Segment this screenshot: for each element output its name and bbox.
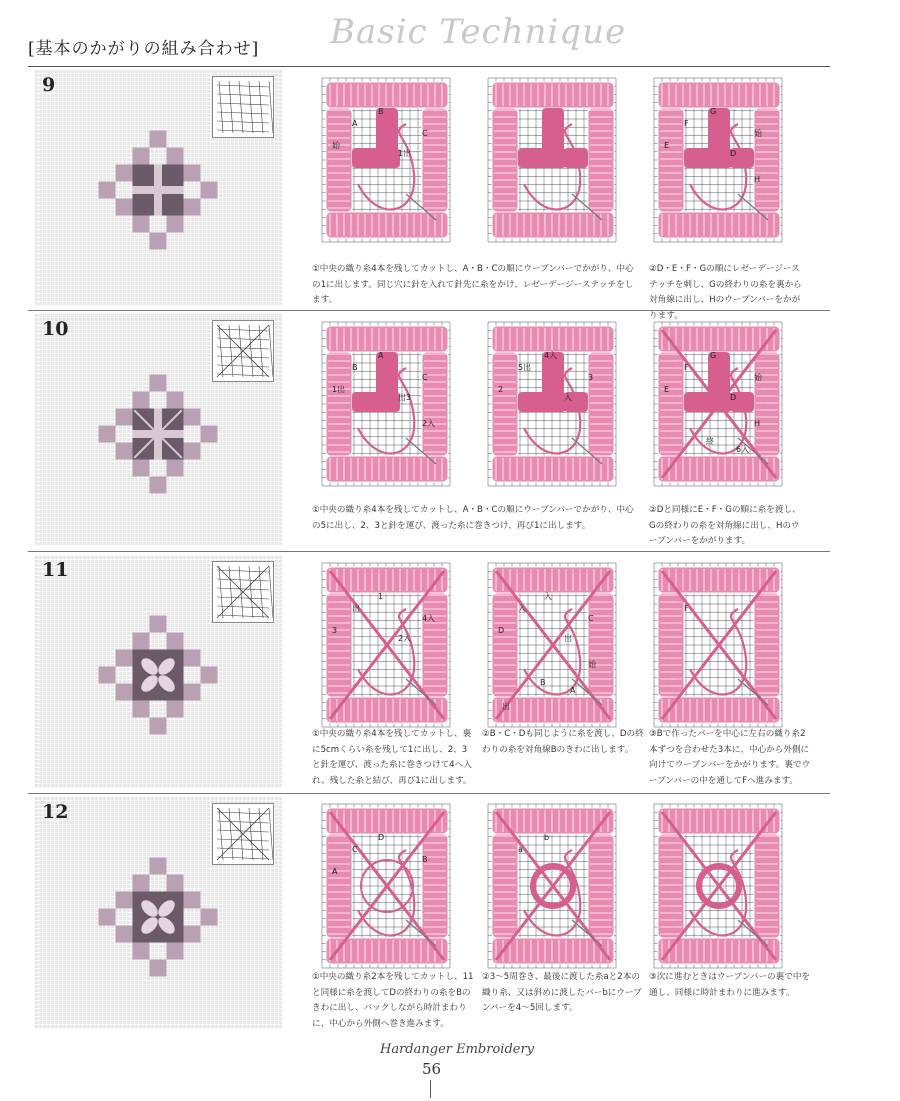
diagram-label: b (544, 833, 550, 842)
stitch-sample-photo (34, 797, 282, 1029)
step-caption: ③次に進むときはウーブンバーの裏で中を通し、同様に時計まわりに進みます。 (649, 972, 811, 998)
diagram-label: 始 (754, 129, 762, 138)
step-diagram (484, 559, 622, 731)
step-caption: ②B・C・Dも同じように糸を渡し、Dの終わりの糸を対角線Bのきわに出します。 (482, 729, 644, 755)
section-number: 11 (42, 559, 69, 581)
diagram-label: C (588, 614, 594, 623)
diagram-label: 4入 (422, 614, 436, 623)
step-diagram (318, 559, 456, 731)
motif-12 (34, 797, 282, 1029)
diagram-label: 2入 (398, 634, 412, 643)
stitch-sample-photo (34, 314, 282, 546)
motif-09 (34, 70, 282, 306)
diagram-label: A (570, 686, 576, 695)
section-number: 12 (42, 801, 69, 823)
step-diagram (650, 800, 788, 972)
diagram-label: 2 (498, 385, 504, 394)
series-brand-title: Basic Technique (330, 12, 627, 52)
step-diagram (650, 74, 788, 246)
diagram-label: 5出 (518, 363, 532, 372)
diagram-label: H (754, 419, 761, 428)
diagram-label: E (664, 141, 670, 150)
diagram-label: A (332, 867, 338, 876)
diagram-label: 始 (754, 373, 762, 382)
step-caption: ②D・E・F・Gの順にレゼーデージーステッチを刺し、Gの終わりの糸を裏から対角線に出し、Hのウーブンバーをかがります。 (649, 264, 802, 321)
step-caption: ②3～5周巻き、最後に渡した糸aと2本の織り糸、又は斜めに渡したバーbにウーブンバーを4～5回します。 (482, 972, 642, 1013)
diagram-label: B (540, 678, 546, 687)
diagram-label: 1 (378, 592, 384, 601)
diagram-label: 終 (706, 437, 714, 446)
diagram-label: G (710, 351, 717, 360)
page-section-title: [基本のかがりの組み合わせ] (28, 39, 260, 59)
diagram-label: F (684, 363, 689, 372)
diagram-label: 出 (502, 702, 510, 711)
step-diagram (484, 74, 622, 246)
step-diagram (318, 800, 456, 972)
step-diagram (484, 318, 622, 490)
step-caption: ①中央の織り糸4本を残してカットし、A・B・Cの順にウーブンバーでかがり、中心の5に出し、2、3と針を運び、渡った糸に巻きつけ、再び1に出します。 (312, 505, 634, 531)
diagram-label: B (378, 107, 384, 116)
diagram-label: E (664, 385, 670, 394)
section-divider (28, 793, 830, 794)
motif-10 (34, 314, 282, 546)
diagram-label: C (422, 373, 428, 382)
diagram-label: 1出 (332, 385, 346, 394)
diagram-label: 入 (564, 393, 572, 402)
diagram-label: 出 (564, 634, 572, 643)
diagram-label: A (378, 351, 384, 360)
diagram-label: 入 (518, 604, 526, 613)
diagram-label: C (422, 129, 428, 138)
diagram-label: 出3 (398, 393, 412, 402)
stitch-sample-photo (34, 555, 282, 788)
section-divider (28, 551, 830, 552)
step-diagram (318, 74, 456, 246)
diagram-label: a (518, 845, 523, 854)
diagram-label: D (498, 626, 505, 635)
diagram-label: 3 (332, 626, 338, 635)
diagram-label: C (352, 845, 358, 854)
step-caption: ③Bで作ったバーを中心に左右の織り糸2本ずつを合わせた3本に、中心から外側に向けてウーブンバーをかがります。裏でウーブンバーの中を通してFへ進みます。 (649, 729, 811, 786)
diagram-label: A (352, 119, 358, 128)
diagram-label: B (352, 363, 358, 372)
diagram-label: 始 (332, 141, 340, 150)
diagram-label: D (378, 833, 385, 842)
book-title-footer: Hardanger Embroidery (380, 1042, 535, 1057)
diagram-label: 1出 (398, 149, 412, 158)
diagram-label: 入 (544, 592, 552, 601)
diagram-label: D (730, 393, 737, 402)
step-caption: ①中央の織り糸4本を残してカットし、A・B・Cの順にウーブンバーでかがり、中心の1に出します。同じ穴に針を入れて針先に糸をかけ、レゼーデージーステッチをします。 (312, 264, 634, 305)
step-caption: ①中央の織り糸4本を残してカットし、裏に5cmくらい糸を残して1に出し、2、3と針を運び、渡った糸に巻きつけて4へ入れ、残した糸と結び、再び1に出します。 (312, 729, 472, 786)
diagram-label: F (684, 119, 689, 128)
step-caption: ①中央の織り糸2本を残してカットし、11と同様に糸を渡してDの終わりの糸をBのきわに出し、バックしながら時計まわりに、中心から外側へ巻き進みます。 (312, 972, 474, 1029)
header-divider (28, 66, 830, 67)
step-diagram (650, 318, 788, 490)
section-number: 10 (42, 318, 69, 340)
page-number: 56 (422, 1060, 442, 1078)
diagram-label: 2入 (422, 419, 436, 428)
step-diagram (484, 800, 622, 972)
diagram-label: 出 (352, 604, 360, 613)
diagram-label: 3 (588, 373, 594, 382)
step-caption: ②Dと同様にE・F・Gの順に糸を渡し、Gの終わりの糸を対角線に出し、Hのウーブンバーをかがります。 (649, 505, 801, 546)
section-number: 9 (42, 74, 56, 96)
diagram-label: D (730, 149, 737, 158)
step-diagram (318, 318, 456, 490)
diagram-label: 4入 (544, 351, 558, 360)
step-diagram (650, 559, 788, 731)
diagram-label: 始 (588, 660, 596, 669)
diagram-label: F (684, 604, 689, 613)
diagram-label: 6入 (736, 445, 750, 454)
motif-11 (34, 555, 282, 788)
stitch-sample-photo (34, 70, 282, 306)
page-tick-mark (430, 1080, 431, 1098)
diagram-label: B (422, 855, 428, 864)
diagram-label: H (754, 175, 761, 184)
diagram-label: G (710, 107, 717, 116)
